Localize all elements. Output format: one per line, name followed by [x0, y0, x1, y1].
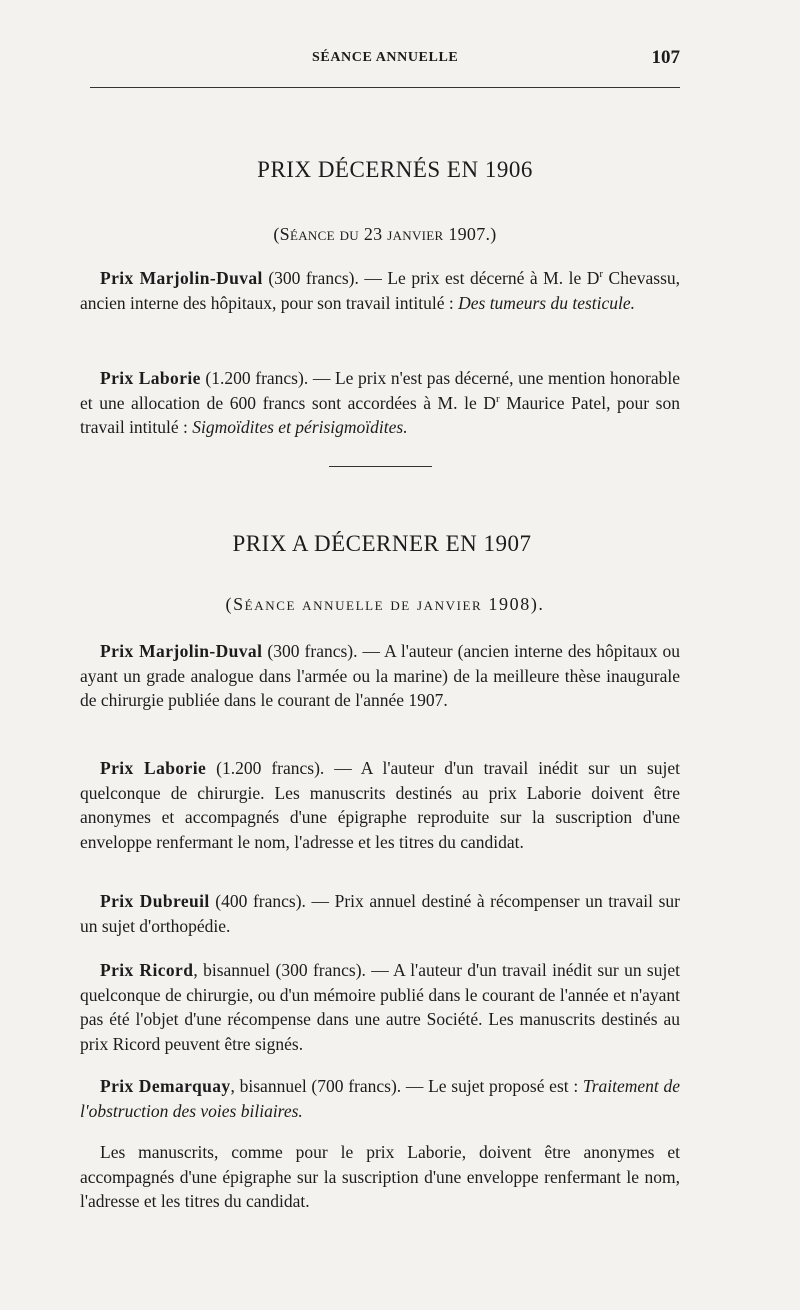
prize-text-sup: r — [495, 392, 500, 405]
subtitle-open-paren: ( — [225, 594, 234, 614]
prize-text: (1.200 francs). — Le prix n'est pas décerné, une mention honorable et une allocation de 600 francs sont accordées à M. le D — [80, 368, 680, 413]
prize-text: (300 francs). — Le prix est décerné à M. le D — [262, 268, 600, 288]
subtitle-text: Séance annuelle de janvier — [233, 594, 483, 614]
prize-paragraph — [80, 266, 680, 315]
section-title-to-award: PRIX A DÉCERNER EN 1907 — [232, 531, 532, 556]
section-divider — [329, 466, 432, 467]
section-subtitle-to-award — [0, 594, 785, 615]
work-title: Sigmoïdites et périsigmoïdites. — [192, 417, 408, 437]
subtitle-month: janvier — [387, 224, 444, 244]
prize-text: (300 francs). — A l'auteur (ancien interne des hôpitaux ou ayant un grade analogue dans l'armée ou la marine) de la meilleure thèse inaugurale de chirurgie publiée dans le courant de l'année 1907. — [80, 641, 680, 710]
prize-text: (1.200 francs). — A l'auteur d'un travail inédit sur un sujet quelconque de chirurgie. Les manuscrits destinés au prix Laborie doivent être anonymes et accompagnés d'une épigraphe reproduite sur la suscription d'une enveloppe renfermant le nom, l'adresse et les titres du candidat. — [80, 758, 681, 852]
prize-name: Prix Laborie — [100, 368, 201, 388]
prize-name: Prix Ricord — [100, 960, 194, 980]
prize-text: Chevassu, ancien interne des hôpitaux, pour son travail intitulé : — [80, 268, 681, 313]
prize-paragraph — [80, 639, 680, 713]
prize-paragraph — [80, 366, 680, 440]
subtitle-year: 1908). — [488, 594, 545, 614]
header-rule — [90, 87, 680, 88]
section-subtitle-awarded — [0, 224, 785, 245]
running-title: SÉANCE ANNUELLE — [312, 50, 459, 65]
prize-text: , bisannuel (700 francs). — Le sujet proposé est : — [230, 1076, 583, 1096]
prize-text: Maurice Patel, pour son travail intitulé : — [80, 392, 680, 437]
subtitle-open-paren: ( — [273, 224, 280, 244]
subtitle-year: 1907.) — [448, 224, 497, 244]
work-title: Traitement de l'obstruction des voies biliaires. — [80, 1076, 680, 1121]
prize-name: Prix Dubreuil — [100, 891, 210, 911]
prize-name: Prix Marjolin-Duval — [100, 268, 263, 288]
prize-text: , bisannuel (300 francs). — A l'auteur d'un travail inédit sur un sujet quelconque de chirurgie, ou d'un mémoire publié dans le courant de l'année et n'ayant pas été l'objet d'une récompense dans une autre Société. Les manuscrits destinés au prix Ricord peuvent être signés. — [80, 960, 680, 1054]
subtitle-seance: Séance du — [279, 224, 359, 244]
work-title: Des tumeurs du testicule. — [458, 292, 636, 313]
subtitle-day: 23 — [363, 224, 383, 244]
prize-paragraph — [80, 889, 680, 938]
prize-paragraph — [80, 756, 680, 854]
closing-paragraph: Les manuscrits, comme pour le prix Laborie, doivent être anonymes et accompagnés d'une épigraphe sur la suscription d'une enveloppe renfermant le nom, l'adresse et les titres du candidat. — [80, 1142, 680, 1211]
prize-text: (400 francs). — Prix annuel destiné à récompenser un travail sur un sujet d'orthopédie. — [80, 891, 680, 936]
running-head — [82, 47, 682, 72]
prize-name: Prix Laborie — [100, 758, 207, 778]
prize-text-sup: r — [599, 268, 604, 281]
prize-name: Prix Demarquay — [100, 1076, 231, 1096]
prize-paragraph — [80, 1074, 680, 1123]
prize-name: Prix Marjolin-Duval — [100, 641, 263, 661]
section-title-awarded: PRIX DÉCERNÉS EN 1906 — [257, 157, 533, 182]
page-number: 107 — [651, 47, 680, 68]
prize-paragraph — [80, 958, 680, 1056]
